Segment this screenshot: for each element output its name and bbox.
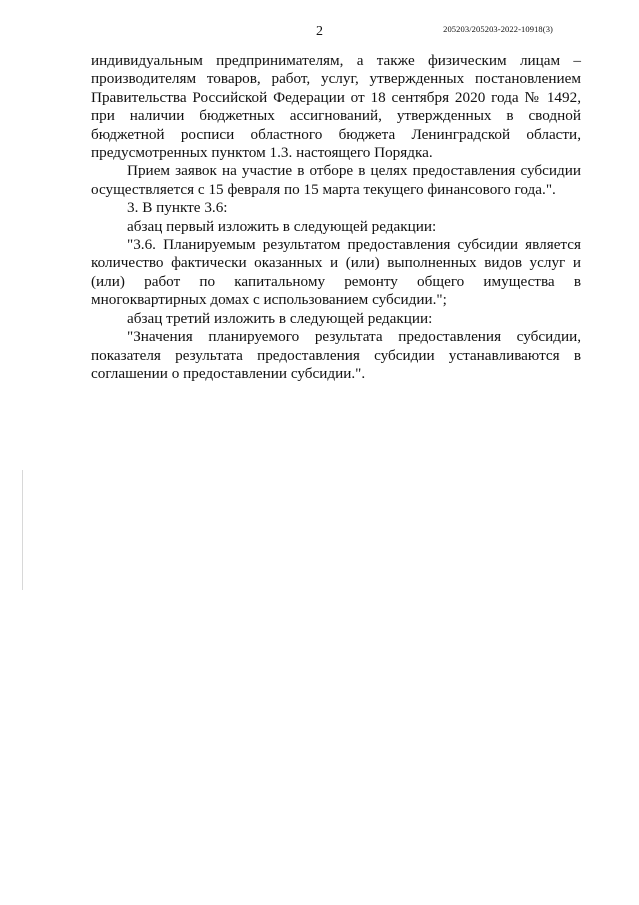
paragraph-item-3: 3. В пункте 3.6: [127,199,228,217]
document-body [91,52,581,383]
paragraph-result-values: "Значения планируемого результата предоставления субсидии, показателя результата предоставления субсидии устанавливаются в соглашении о предоставлении субсидии.". [91,328,581,382]
paragraph-continuation: индивидуальным предпринимателям, а также физическим лицам – производителям товаров, работ, услуг, утвержденных постановлением Правительства Российской Федерации от 18 сентября 2020 года № 1492, при наличии бюджетных ассигнований, утвержденных в сводной бюджетной росписи областного бюджета Ленинградской области, предусмотренных пунктом 1.3. настоящего Порядка. [91,52,581,162]
paragraph-first-abzac: абзац первый изложить в следующей редакции: [127,217,437,235]
paragraph-clause-3-6: "3.6. Планируемым результатом предоставления субсидии является количество фактически оказанных и (или) выполненных видов услуг и (или) работ по капитальному ремонту общего имущества в многоквартирных домах с использованием субсидии."; [91,236,581,309]
paragraph-applications: Прием заявок на участие в отборе в целях предоставления субсидии осуществляется с 15 февраля по 15 марта текущего финансового года.". [91,162,581,198]
scan-edge-mark [22,470,23,590]
document-id: 205203/205203-2022-10918(3) [443,24,553,34]
page-number: 2 [316,24,323,39]
paragraph-third-abzac: абзац третий изложить в следующей редакции: [127,309,433,327]
